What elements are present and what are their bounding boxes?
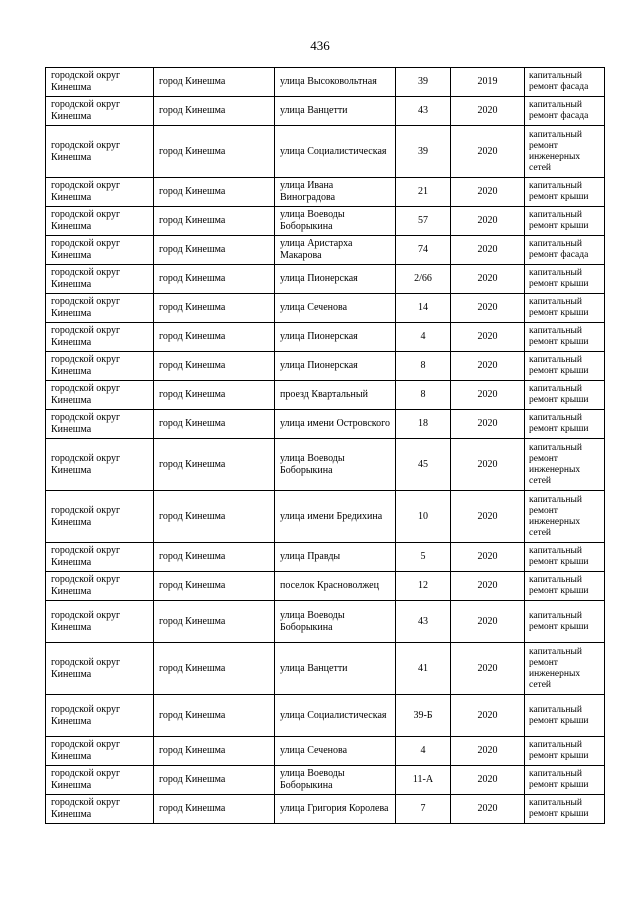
cell-district: городской округ Кинешма: [46, 795, 154, 824]
cell-year: 2020: [451, 381, 525, 410]
table-row: [46, 439, 605, 491]
repair-schedule-table: [45, 67, 605, 824]
cell-street: улица Пионерская: [275, 265, 396, 294]
cell-house-number: 43: [396, 601, 451, 643]
cell-year: 2020: [451, 601, 525, 643]
cell-work-type: капитальный ремонт крыши: [525, 695, 605, 737]
cell-year: 2019: [451, 68, 525, 97]
cell-street: улица Воеводы Боборыкина: [275, 601, 396, 643]
table-row: [46, 207, 605, 236]
cell-year: 2020: [451, 265, 525, 294]
cell-locality: город Кинешма: [154, 795, 275, 824]
cell-district: городской округ Кинешма: [46, 126, 154, 178]
table-row: [46, 323, 605, 352]
cell-work-type: капитальный ремонт крыши: [525, 265, 605, 294]
cell-locality: город Кинешма: [154, 381, 275, 410]
cell-district: городской округ Кинешма: [46, 323, 154, 352]
cell-district: городской округ Кинешма: [46, 491, 154, 543]
cell-locality: город Кинешма: [154, 126, 275, 178]
cell-work-type: капитальный ремонт крыши: [525, 795, 605, 824]
cell-work-type: капитальный ремонт крыши: [525, 207, 605, 236]
cell-street: улица Социалистическая: [275, 695, 396, 737]
cell-street: улица Аристарха Макарова: [275, 236, 396, 265]
cell-district: городской округ Кинешма: [46, 381, 154, 410]
cell-work-type: капитальный ремонт крыши: [525, 381, 605, 410]
cell-work-type: капитальный ремонт крыши: [525, 352, 605, 381]
cell-district: городской округ Кинешма: [46, 737, 154, 766]
cell-street: улица имени Бредихина: [275, 491, 396, 543]
cell-house-number: 39: [396, 68, 451, 97]
cell-house-number: 57: [396, 207, 451, 236]
cell-locality: город Кинешма: [154, 572, 275, 601]
cell-work-type: капитальный ремонт фасада: [525, 236, 605, 265]
cell-district: городской округ Кинешма: [46, 68, 154, 97]
cell-year: 2020: [451, 543, 525, 572]
cell-year: 2020: [451, 795, 525, 824]
cell-house-number: 39-Б: [396, 695, 451, 737]
cell-district: городской округ Кинешма: [46, 410, 154, 439]
table-row: [46, 97, 605, 126]
cell-street: поселок Красноволжец: [275, 572, 396, 601]
cell-year: 2020: [451, 352, 525, 381]
cell-district: городской округ Кинешма: [46, 265, 154, 294]
cell-locality: город Кинешма: [154, 236, 275, 265]
table-row: [46, 68, 605, 97]
cell-locality: город Кинешма: [154, 643, 275, 695]
cell-work-type: капитальный ремонт крыши: [525, 766, 605, 795]
cell-street: улица имени Островского: [275, 410, 396, 439]
cell-street: улица Высоковольтная: [275, 68, 396, 97]
cell-locality: город Кинешма: [154, 737, 275, 766]
cell-locality: город Кинешма: [154, 543, 275, 572]
cell-street: улица Воеводы Боборыкина: [275, 766, 396, 795]
cell-year: 2020: [451, 236, 525, 265]
cell-locality: город Кинешма: [154, 601, 275, 643]
cell-year: 2020: [451, 294, 525, 323]
cell-work-type: капитальный ремонт крыши: [525, 410, 605, 439]
cell-locality: город Кинешма: [154, 323, 275, 352]
cell-street: проезд Квартальный: [275, 381, 396, 410]
cell-locality: город Кинешма: [154, 766, 275, 795]
table-row: [46, 410, 605, 439]
cell-street: улица Ивана Виноградова: [275, 178, 396, 207]
cell-street: улица Ванцетти: [275, 97, 396, 126]
cell-work-type: капитальный ремонт инженерных сетей: [525, 126, 605, 178]
cell-house-number: 8: [396, 381, 451, 410]
cell-house-number: 7: [396, 795, 451, 824]
cell-locality: город Кинешма: [154, 491, 275, 543]
cell-year: 2020: [451, 97, 525, 126]
cell-locality: город Кинешма: [154, 410, 275, 439]
cell-work-type: капитальный ремонт фасада: [525, 97, 605, 126]
cell-house-number: 39: [396, 126, 451, 178]
cell-year: 2020: [451, 766, 525, 795]
cell-work-type: капитальный ремонт крыши: [525, 178, 605, 207]
cell-district: городской округ Кинешма: [46, 543, 154, 572]
cell-street: улица Сеченова: [275, 294, 396, 323]
cell-work-type: капитальный ремонт инженерных сетей: [525, 491, 605, 543]
cell-house-number: 2/66: [396, 265, 451, 294]
table-row: [46, 178, 605, 207]
table-row: [46, 126, 605, 178]
cell-locality: город Кинешма: [154, 207, 275, 236]
cell-street: улица Ванцетти: [275, 643, 396, 695]
cell-district: городской округ Кинешма: [46, 294, 154, 323]
cell-locality: город Кинешма: [154, 178, 275, 207]
cell-street: улица Правды: [275, 543, 396, 572]
cell-house-number: 43: [396, 97, 451, 126]
cell-work-type: капитальный ремонт инженерных сетей: [525, 643, 605, 695]
cell-house-number: 21: [396, 178, 451, 207]
cell-house-number: 12: [396, 572, 451, 601]
cell-work-type: капитальный ремонт крыши: [525, 543, 605, 572]
cell-work-type: капитальный ремонт крыши: [525, 323, 605, 352]
cell-street: улица Социалистическая: [275, 126, 396, 178]
cell-street: улица Сеченова: [275, 737, 396, 766]
cell-year: 2020: [451, 572, 525, 601]
cell-locality: город Кинешма: [154, 695, 275, 737]
table-row: [46, 352, 605, 381]
table-row: [46, 236, 605, 265]
cell-year: 2020: [451, 410, 525, 439]
table-row: [46, 294, 605, 323]
cell-year: 2020: [451, 737, 525, 766]
cell-street: улица Воеводы Боборыкина: [275, 439, 396, 491]
cell-locality: город Кинешма: [154, 97, 275, 126]
cell-house-number: 4: [396, 737, 451, 766]
page-number: 436: [310, 38, 330, 53]
cell-district: городской округ Кинешма: [46, 97, 154, 126]
cell-district: городской округ Кинешма: [46, 601, 154, 643]
cell-year: 2020: [451, 126, 525, 178]
cell-house-number: 18: [396, 410, 451, 439]
cell-house-number: 14: [396, 294, 451, 323]
cell-house-number: 74: [396, 236, 451, 265]
cell-house-number: 4: [396, 323, 451, 352]
table-row: [46, 795, 605, 824]
table-row: [46, 737, 605, 766]
cell-locality: город Кинешма: [154, 352, 275, 381]
cell-locality: город Кинешма: [154, 439, 275, 491]
table-row: [46, 381, 605, 410]
cell-house-number: 11-А: [396, 766, 451, 795]
cell-work-type: капитальный ремонт крыши: [525, 601, 605, 643]
cell-house-number: 10: [396, 491, 451, 543]
table-row: [46, 643, 605, 695]
cell-street: улица Пионерская: [275, 323, 396, 352]
cell-year: 2020: [451, 178, 525, 207]
cell-district: городской округ Кинешма: [46, 695, 154, 737]
cell-work-type: капитальный ремонт фасада: [525, 68, 605, 97]
cell-district: городской округ Кинешма: [46, 236, 154, 265]
cell-house-number: 45: [396, 439, 451, 491]
cell-year: 2020: [451, 695, 525, 737]
table-row: [46, 543, 605, 572]
table-row: [46, 695, 605, 737]
cell-district: городской округ Кинешма: [46, 439, 154, 491]
cell-house-number: 8: [396, 352, 451, 381]
table-row: [46, 265, 605, 294]
cell-district: городской округ Кинешма: [46, 643, 154, 695]
cell-year: 2020: [451, 207, 525, 236]
cell-year: 2020: [451, 323, 525, 352]
cell-district: городской округ Кинешма: [46, 207, 154, 236]
cell-work-type: капитальный ремонт крыши: [525, 737, 605, 766]
table-row: [46, 491, 605, 543]
table-row: [46, 766, 605, 795]
cell-locality: город Кинешма: [154, 265, 275, 294]
cell-district: городской округ Кинешма: [46, 572, 154, 601]
cell-district: городской округ Кинешма: [46, 178, 154, 207]
cell-work-type: капитальный ремонт инженерных сетей: [525, 439, 605, 491]
cell-house-number: 5: [396, 543, 451, 572]
cell-street: улица Воеводы Боборыкина: [275, 207, 396, 236]
cell-locality: город Кинешма: [154, 68, 275, 97]
cell-work-type: капитальный ремонт крыши: [525, 294, 605, 323]
cell-year: 2020: [451, 643, 525, 695]
cell-street: улица Пионерская: [275, 352, 396, 381]
cell-district: городской округ Кинешма: [46, 352, 154, 381]
cell-work-type: капитальный ремонт крыши: [525, 572, 605, 601]
cell-district: городской округ Кинешма: [46, 766, 154, 795]
cell-locality: город Кинешма: [154, 294, 275, 323]
cell-year: 2020: [451, 491, 525, 543]
cell-house-number: 41: [396, 643, 451, 695]
cell-year: 2020: [451, 439, 525, 491]
cell-street: улица Григория Королева: [275, 795, 396, 824]
table-row: [46, 572, 605, 601]
table-row: [46, 601, 605, 643]
